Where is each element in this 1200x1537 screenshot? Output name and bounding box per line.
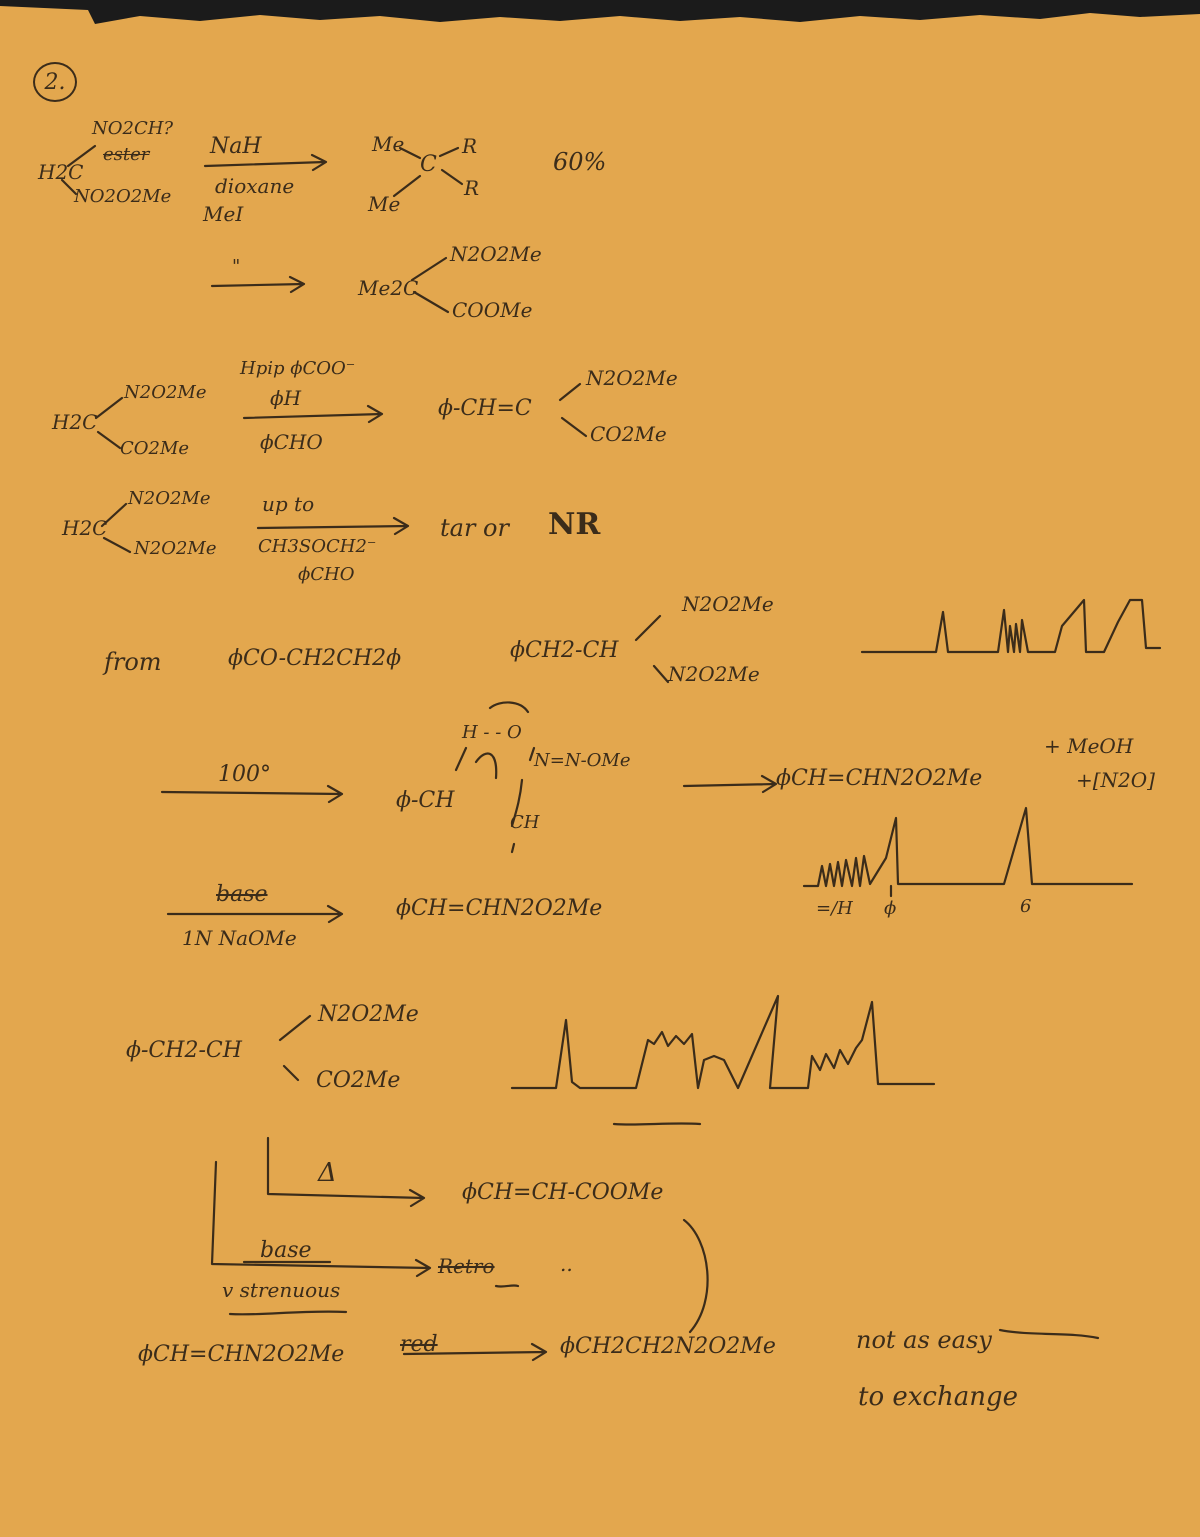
r2-arrow-label: " [232,256,241,277]
r6-ts-left: ϕ-CH [396,788,455,813]
r4-result-nr: NR [548,507,601,542]
r6-arrow [162,786,342,802]
r2-bonds [412,258,448,312]
s8-path1-product: ϕCH=CH-COOMe [462,1180,664,1205]
r9-underline [1000,1330,1098,1338]
r4-reagent-top: up to [262,492,315,516]
r3-reactant-bonds [96,398,122,448]
r1-reagent-top: NaH [210,134,262,159]
r1-reagent-solvent: dioxane [215,174,295,198]
s8-branch-delta [268,1138,424,1206]
r9-product: ϕCH2CH2N2O2Me [560,1334,776,1359]
r7-arrow-label-strike: base [216,882,268,907]
r3-reactant-carbon: H2C [52,410,98,434]
r4-reactant-bonds [102,504,130,552]
r3-product: ϕ-CH=C [438,396,532,421]
s8-bonds [280,1016,310,1080]
r1-product-r-top: R [462,134,478,158]
s5-from-label: from [104,648,162,676]
r6-nmr-label-methyl: 6 [1020,896,1032,917]
r1-product-r-bottom: R [464,176,480,200]
r9-note1: not as easy [856,1326,992,1354]
r4-reagent-base: CH3SOCH2⁻ [258,536,377,557]
s8-arc [684,1220,708,1332]
r6-ts-curves [456,702,534,852]
s8-path2-product-strike: Retro [438,1254,495,1278]
r9-note2: to exchange [858,1382,1018,1412]
r3-product-top: N2O2Me [586,366,678,390]
r2-product-top: N2O2Me [450,242,542,266]
s5-compound-bottom: N2O2Me [668,662,760,686]
s8-path1-label: Δ [318,1158,337,1188]
r6-ts-right: N=N-OMe [534,750,631,771]
s8-squiggle [230,1285,518,1314]
r1-reactant-top: NO2CH? [92,118,174,139]
r1-reagent-meI: MeI [203,202,244,226]
r6-ts-top: H - - O [462,722,522,743]
r1-bond-bottom [62,180,76,194]
r1-yield: 60% [553,148,607,176]
r6-arrow-label: 100° [218,762,271,787]
r6-nmr-label-vinyl: =/H [816,898,853,919]
s8-underline [614,1123,700,1124]
s5-bonds [636,616,668,682]
r9-arrow [404,1344,546,1360]
r4-arrow [258,518,408,534]
r4-reactant-carbon: H2C [62,516,108,540]
r4-reactant-top: N2O2Me [128,488,211,509]
r7-arrow-label: 1N NaOMe [182,926,297,950]
r1-product-bonds [394,148,462,196]
r7-arrow [168,906,342,922]
r1-product-carbon: C [420,152,437,177]
r3-reactant-bottom: CO2Me [120,438,190,459]
r6-product-arrow [684,776,776,792]
r3-product-bottom: CO2Me [590,422,667,446]
s5-compound: ϕCH2-CH [510,638,619,663]
r4-reagent-aldehyde: ϕCHO [298,564,355,585]
r4-result-text: tar or [440,514,509,542]
r4-reactant-bottom: N2O2Me [134,538,217,559]
r6-nmr-spectrum [804,808,1132,886]
r3-reagent-bottom: ϕCHO [260,430,323,454]
r6-side-n2o: +[N2O] [1076,768,1155,792]
s8-compound: ϕ-CH2-CH [126,1038,242,1063]
r3-product-bonds [560,384,586,436]
s8-compound-bottom: CO2Me [316,1068,401,1093]
r2-product-carbon: Me2C [358,276,419,300]
s8-nmr-spectrum [512,996,934,1088]
r1-reactant-bottom: NO2O2Me [74,186,172,207]
r1-reactant-carbon: H2C [38,160,84,184]
r3-reactant-top: N2O2Me [124,382,207,403]
r1-arrow [205,155,326,170]
s8-branch-main [212,1158,430,1276]
r1-reactant-strike: ester [103,144,150,165]
r2-product-bottom: COOMe [452,298,533,322]
r9-arrow-strike: red [400,1332,438,1357]
r3-reagent-top1: Hpip ϕCOO⁻ [240,358,356,379]
r3-reagent-top2: ϕH [270,386,302,410]
r2-arrow [212,277,304,292]
r1-product-me-top: Me [372,132,405,156]
s8-path2-label: base [260,1238,312,1263]
r7-product: ϕCH=CHN2O2Me [396,896,603,921]
r6-product: ϕCH=CHN2O2Me [776,766,983,791]
r6-ts-bottom: CH [510,812,540,833]
s5-from-compound: ϕCO-CH2CH2ϕ [228,646,402,671]
r1-product-me-bottom: Me [368,192,401,216]
r9-reactant: ϕCH=CHN2O2Me [138,1342,345,1367]
page-number: 2. [44,69,66,95]
s5-nmr-spectrum [862,600,1160,652]
s5-compound-top: N2O2Me [682,592,774,616]
s8-path2-tail: .. [560,1252,573,1276]
s8-path2-label2: v strenuous [222,1278,341,1302]
r6-nmr-label-phenyl: ϕ [884,898,897,919]
r6-side-methanol: + MeOH [1044,734,1134,758]
s8-compound-top: N2O2Me [318,1002,419,1027]
r3-arrow [244,406,382,422]
r1-bond-top [68,146,95,166]
